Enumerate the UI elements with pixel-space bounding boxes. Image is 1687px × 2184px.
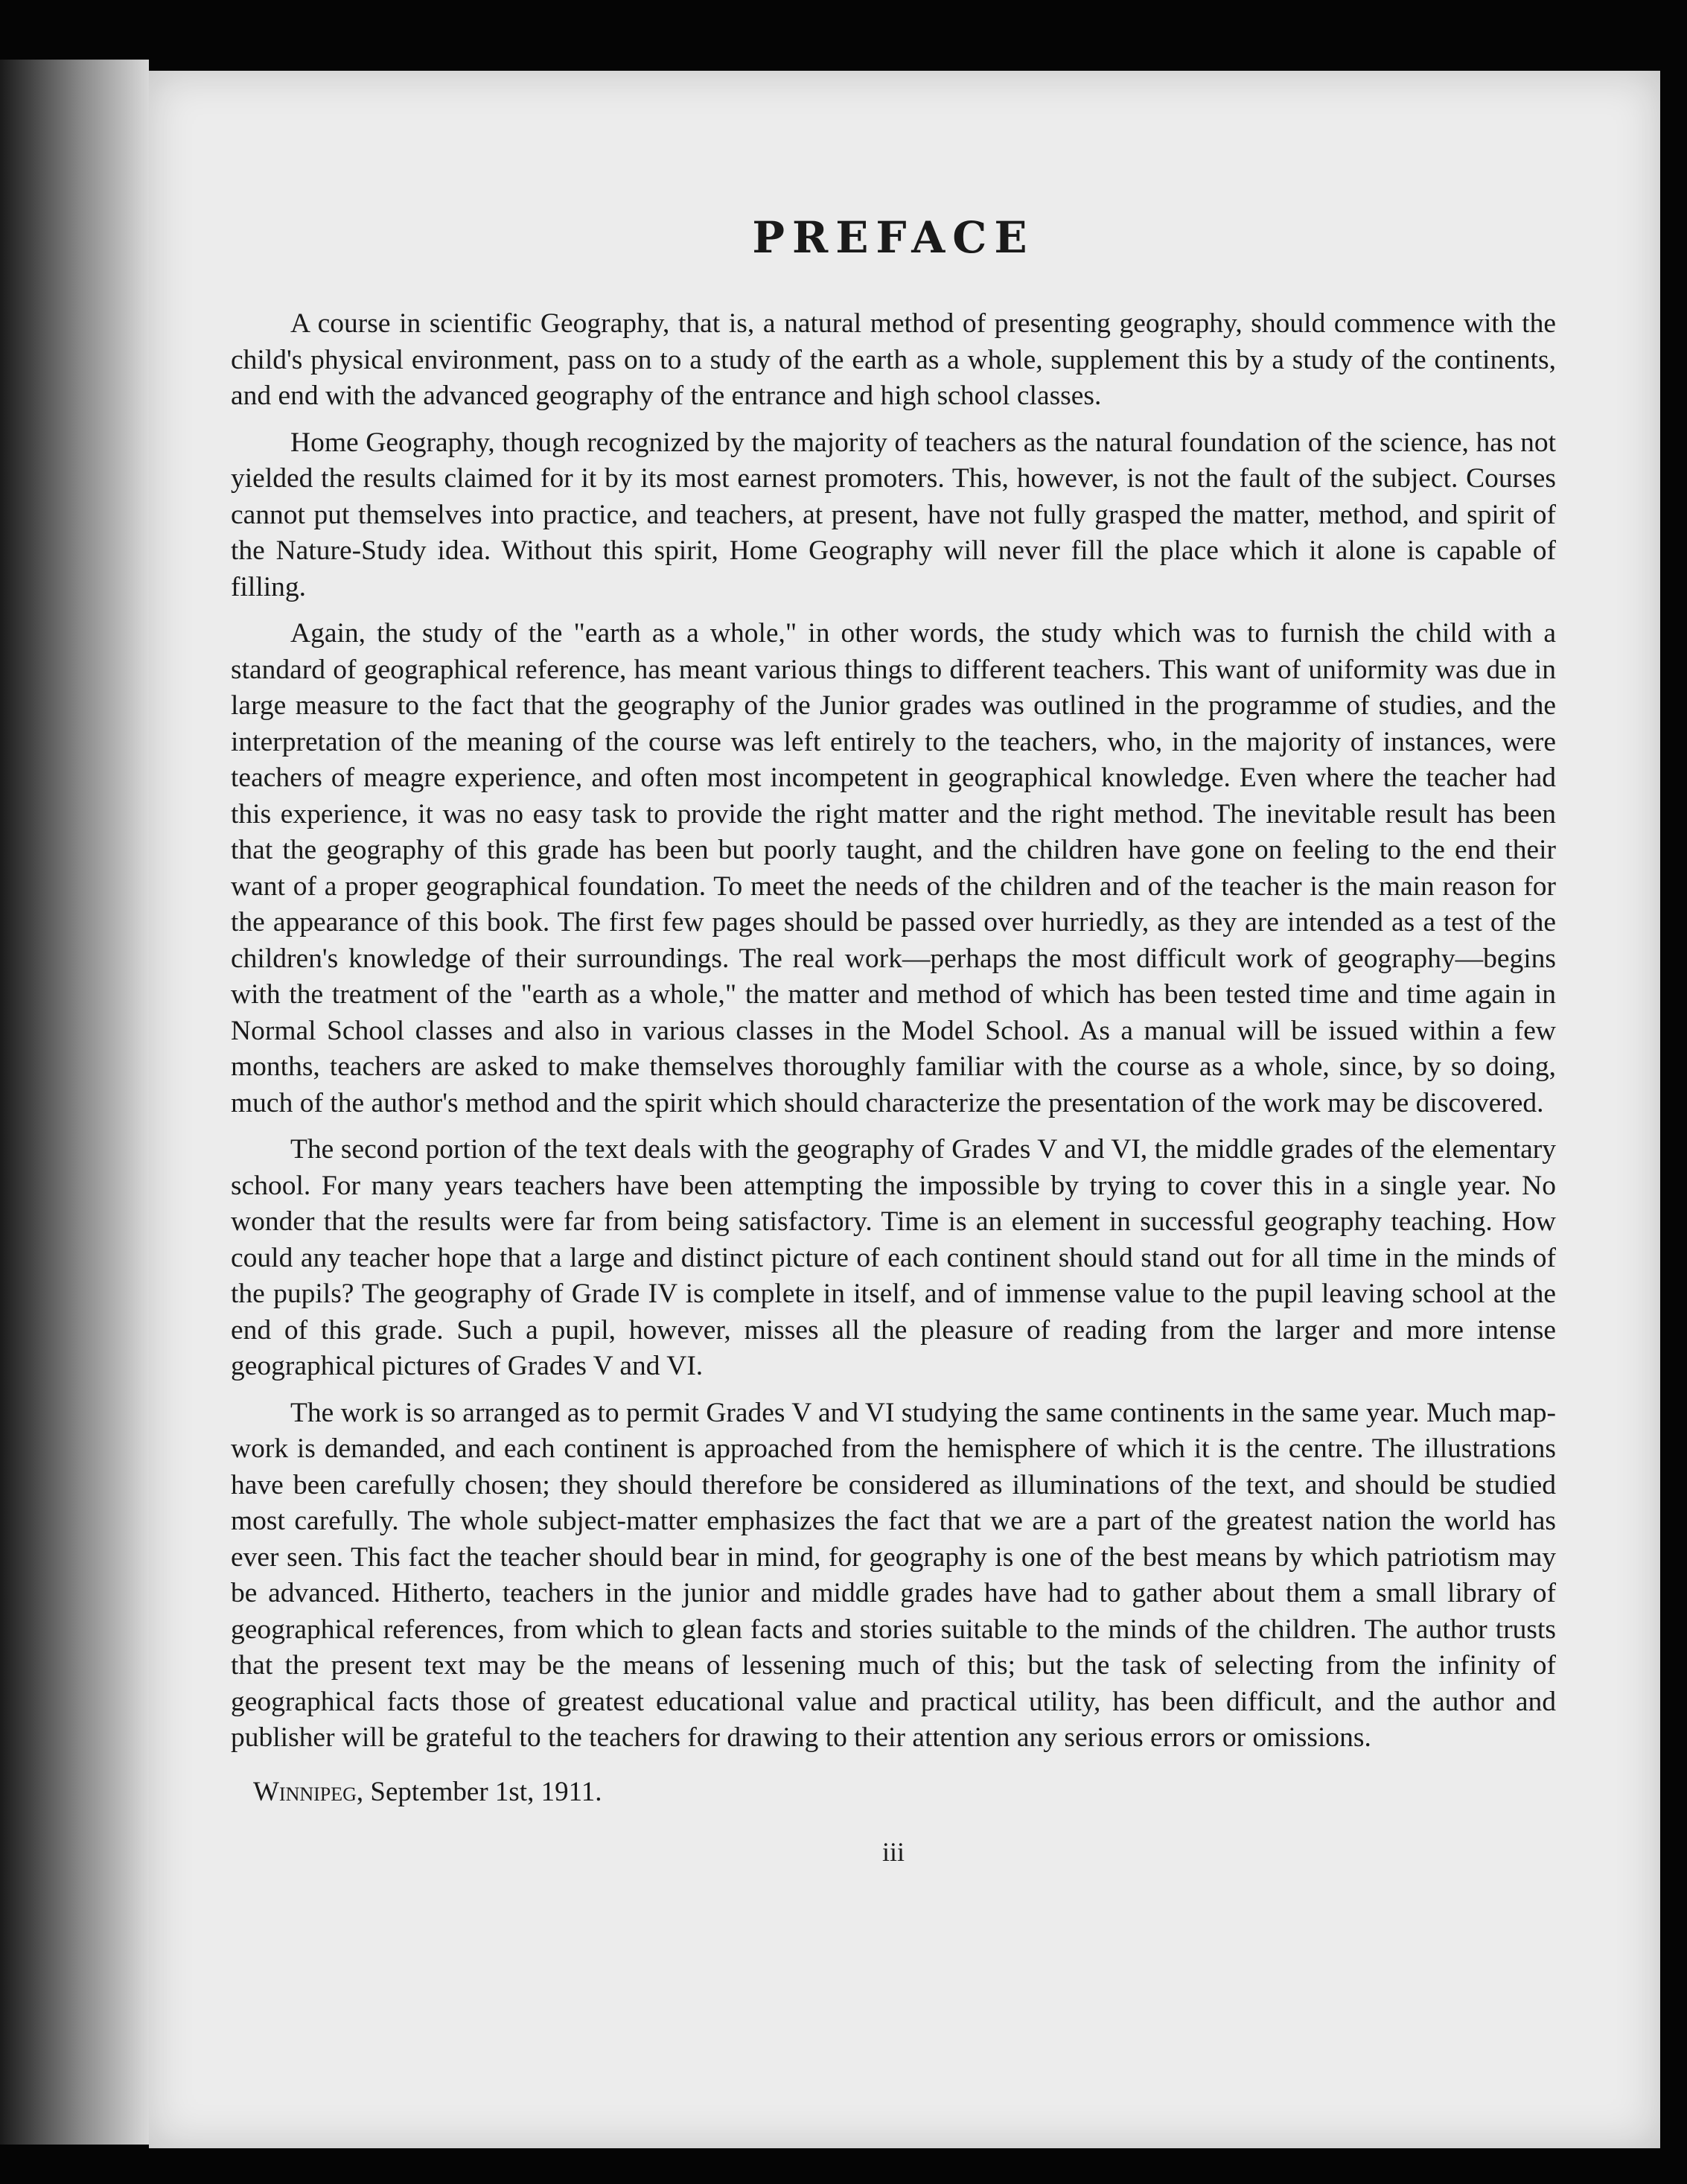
paragraph-2: Home Geography, though recognized by the majority of teachers as the natural foundation of the science, has not yielded the results claimed for it by its most earnest promoters. This, however, is not the fault of the subject. Courses cannot put themselves into practice, and teachers, at present, have not fully grasped the matter, method, and spirit of the Nature-Study idea. Without this spirit, Home Geography will never fill the place which it alone is capable of filling. [231,427,1556,602]
signature-line [253,1776,1556,1808]
signature-date: September 1st, 1911. [370,1776,602,1807]
paragraph-4: The second portion of the text deals with the geography of Grades V and VI, the middle grades of the elementary school. For many years teachers have been attempting the impossible by trying to cover this in a single year. No wonder that the results were far from being satisfactory. Time is an element in successful geography teaching. How could any teacher hope that a large and distinct picture of each continent should stand out for all time in the minds of the pupils? The geography of Grade IV is complete in itself, and of immense value to the pupil leaving school at the end of this grade. Such a pupil, however, misses all the pleasure of reading from the larger and more intense geographical pictures of Grades V and VI. [231,1134,1556,1381]
page-number: iii [881,1836,905,1867]
paragraph-5: The work is so arranged as to permit Grades V and VI studying the same continents in the same year. Much map-work is demanded, and each continent is approached from the hemisphere of which it is the centre. The illustrations have been carefully chosen; they should therefore be considered as illuminations of the text, and should be studied most carefully. The whole subject-matter emphasizes the fact that we are a part of the greatest nation the world has ever seen. This fact the teacher should bear in mind, for geography is one of the best means by which patriotism may be advanced. Hitherto, teachers in the junior and middle grades have had to gather about them a small library of geographical references, from which to glean facts and stories suitable to the minds of the children. The author trusts that the present text may be the means of lessening much of this; but the task of selecting from the infinity of geographical facts those of greatest educational value and practical utility, has been difficult, and the author and publisher will be grateful to the teachers for drawing to their attention any serious errors or omissions. [231,1397,1556,1753]
book-page [149,71,1660,2148]
paragraph-3: Again, the study of the "earth as a whole," in other words, the study which was to furnish the child with a standard of geographical reference, has meant various things to different teachers. This want of uniformity was due in large measure to the fact that the geography of the Junior grades was outlined in the programme of studies, and the interpretation of the meaning of the course was left entirely to the teachers, who, in the majority of instances, were teachers of meagre experience, and often most incompetent in geographical knowledge. Even where the teacher had this experience, it was no easy task to provide the right matter and the right method. The inevitable result has been that the geography of this grade has been but poorly taught, and the children have gone on feeling to the end their want of a proper geographical foundation. To meet the needs of the children and of the teacher is the main reason for the appearance of this book. The first few pages should be passed over hurriedly, as they are intended as a test of the children's knowledge of their surroundings. The real work—perhaps the most difficult work of geography—begins with the treatment of the "earth as a whole," the matter and method of which has been tested time and time again in Normal School classes and also in various classes in the Model School. As a manual will be issued within a few months, teachers are asked to make themselves thoroughly familiar with the course as a whole, since, by so doing, much of the author's method and the spirit which should characterize the presentation of the work may be discovered. [231,618,1556,1118]
signature-place: Winnipeg, [253,1776,364,1807]
facing-page-edge [0,60,149,2145]
page-title: PREFACE [752,212,1035,263]
paragraph-1: A course in scientific Geography, that is, a natural method of presenting geography, should commence with the child's physical environment, pass on to a study of the earth as a whole, supplement this by a study of the continents, and end with the advanced geography of the entrance and high school classes. [231,308,1556,411]
page-content [231,212,1556,1868]
